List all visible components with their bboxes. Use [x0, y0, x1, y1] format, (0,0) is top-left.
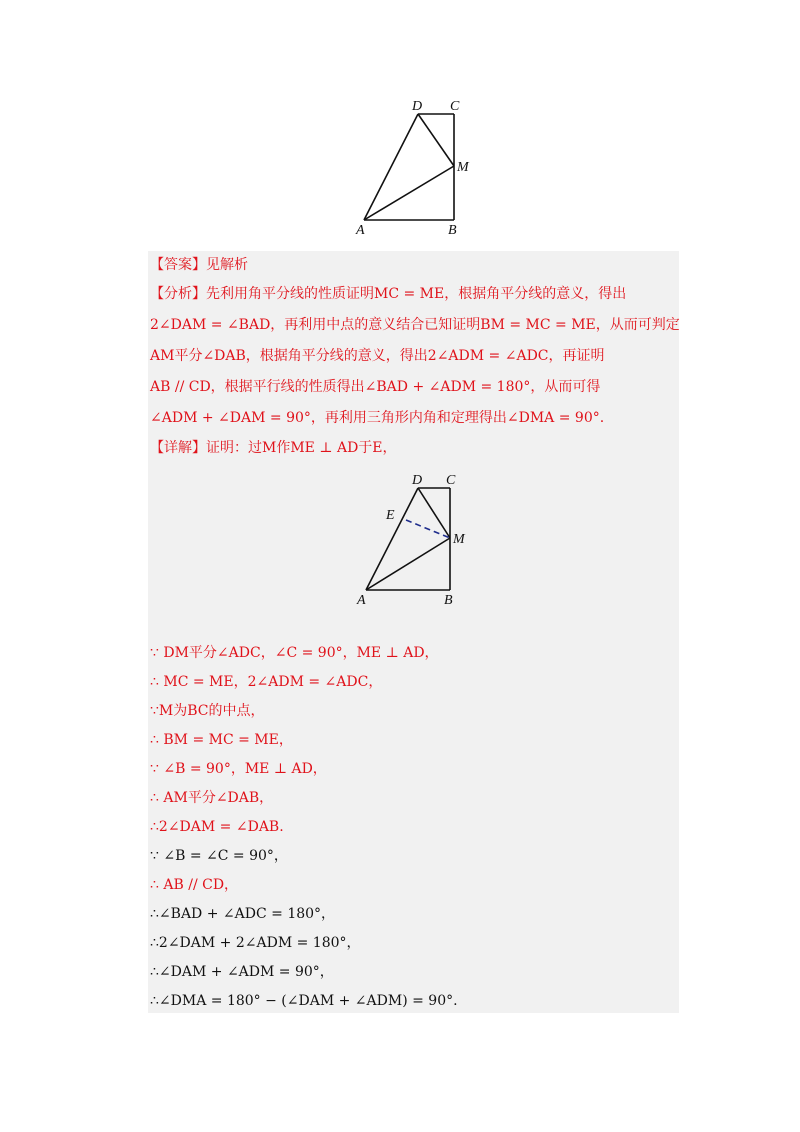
proof-text: MC = ME，2∠ADM = ∠ADC， — [163, 674, 383, 690]
label-m: M — [457, 160, 469, 175]
proof-text: DM平分∠ADC，∠C = 90°，ME ⊥ AD， — [163, 645, 439, 661]
segment-dm — [418, 488, 450, 538]
label-c: C — [446, 473, 456, 488]
segment-dm — [418, 114, 454, 166]
proof-symbol: ∴ — [150, 935, 159, 951]
proof-symbol: ∴ — [150, 906, 159, 922]
proof-symbol: ∴ — [150, 993, 159, 1009]
detail-line — [150, 438, 397, 458]
detail-intro: 证明：过M作ME ⊥ AD于E， — [206, 440, 397, 456]
trapezoid-figure-with-perpendicular — [340, 465, 490, 615]
label-b: B — [448, 223, 457, 238]
label-d: D — [412, 473, 423, 488]
analysis-line-4 — [150, 377, 600, 397]
analysis-tag: 【分析】 — [150, 286, 206, 302]
proof-line-12 — [150, 962, 334, 982]
proof-text: ∠DMA = 180° − (∠DAM + ∠ADM) = 90°. — [158, 993, 458, 1009]
proof-symbol: ∵ — [150, 703, 159, 719]
proof-line-2 — [150, 672, 382, 692]
proof-symbol: ∵ — [150, 848, 159, 864]
proof-line-6 — [150, 788, 273, 808]
analysis-text-4: AB // CD，根据平行线的性质得出∠BAD + ∠ADM = 180°，从而可得 — [150, 379, 601, 395]
proof-symbol: ∴ — [150, 964, 159, 980]
proof-line-11 — [150, 933, 361, 953]
label-m: M — [453, 532, 465, 547]
proof-line-8 — [150, 846, 288, 866]
analysis-line-5 — [150, 408, 604, 428]
proof-symbol: ∵ — [150, 645, 159, 661]
analysis-line-3 — [150, 346, 605, 366]
proof-symbol: ∴ — [150, 819, 159, 835]
label-c: C — [450, 99, 460, 114]
proof-text: ∠B = ∠C = 90°， — [163, 848, 288, 864]
proof-line-7 — [150, 817, 284, 837]
proof-line-10 — [150, 904, 335, 924]
proof-text: 2∠DAM = ∠DAB. — [158, 819, 284, 835]
trapezoid-figure-top — [340, 90, 490, 240]
proof-text: BM = MC = ME， — [163, 732, 293, 748]
proof-text: AB // CD， — [163, 877, 239, 893]
proof-line-4 — [150, 730, 293, 750]
proof-text: AM平分∠DAB， — [163, 790, 274, 806]
proof-symbol: ∴ — [150, 877, 159, 893]
label-e: E — [386, 508, 395, 523]
answer-line — [150, 255, 248, 275]
proof-text: ∠BAD + ∠ADC = 180°， — [158, 906, 336, 922]
analysis-text-3: AM平分∠DAB，根据角平分线的意义，得出2∠ADM = ∠ADC，再证明 — [150, 348, 605, 364]
label-a: A — [357, 593, 366, 608]
proof-line-1 — [150, 643, 439, 663]
proof-text: 2∠DAM + 2∠ADM = 180°， — [158, 935, 361, 951]
proof-text: M为BC的中点， — [158, 703, 265, 719]
proof-symbol: ∴ — [150, 674, 159, 690]
detail-tag: 【详解】 — [150, 440, 206, 456]
proof-text: ∠B = 90°，ME ⊥ AD， — [163, 761, 327, 777]
label-d: D — [412, 99, 423, 114]
proof-symbol: ∵ — [150, 761, 159, 777]
analysis-line-2 — [150, 315, 680, 335]
analysis-text-1: 先利用角平分线的性质证明MC = ME，根据角平分线的意义，得出 — [206, 286, 627, 302]
proof-line-13 — [150, 991, 458, 1011]
analysis-line-1 — [150, 284, 626, 304]
label-b: B — [444, 593, 453, 608]
analysis-text-2: 2∠DAM = ∠BAD，再利用中点的意义结合已知证明BM = MC = ME，从而可判定 — [150, 317, 680, 333]
label-a: A — [356, 223, 365, 238]
answer-text: 见解析 — [206, 257, 248, 273]
analysis-text-5: ∠ADM + ∠DAM = 90°，再利用三角形内角和定理得出∠DMA = 90°. — [150, 410, 605, 426]
proof-symbol: ∴ — [150, 732, 159, 748]
proof-symbol: ∴ — [150, 790, 159, 806]
answer-tag: 【答案】 — [150, 257, 206, 273]
proof-line-3 — [150, 701, 265, 721]
proof-text: ∠DAM + ∠ADM = 90°， — [158, 964, 334, 980]
proof-line-5 — [150, 759, 327, 779]
proof-line-9 — [150, 875, 238, 895]
